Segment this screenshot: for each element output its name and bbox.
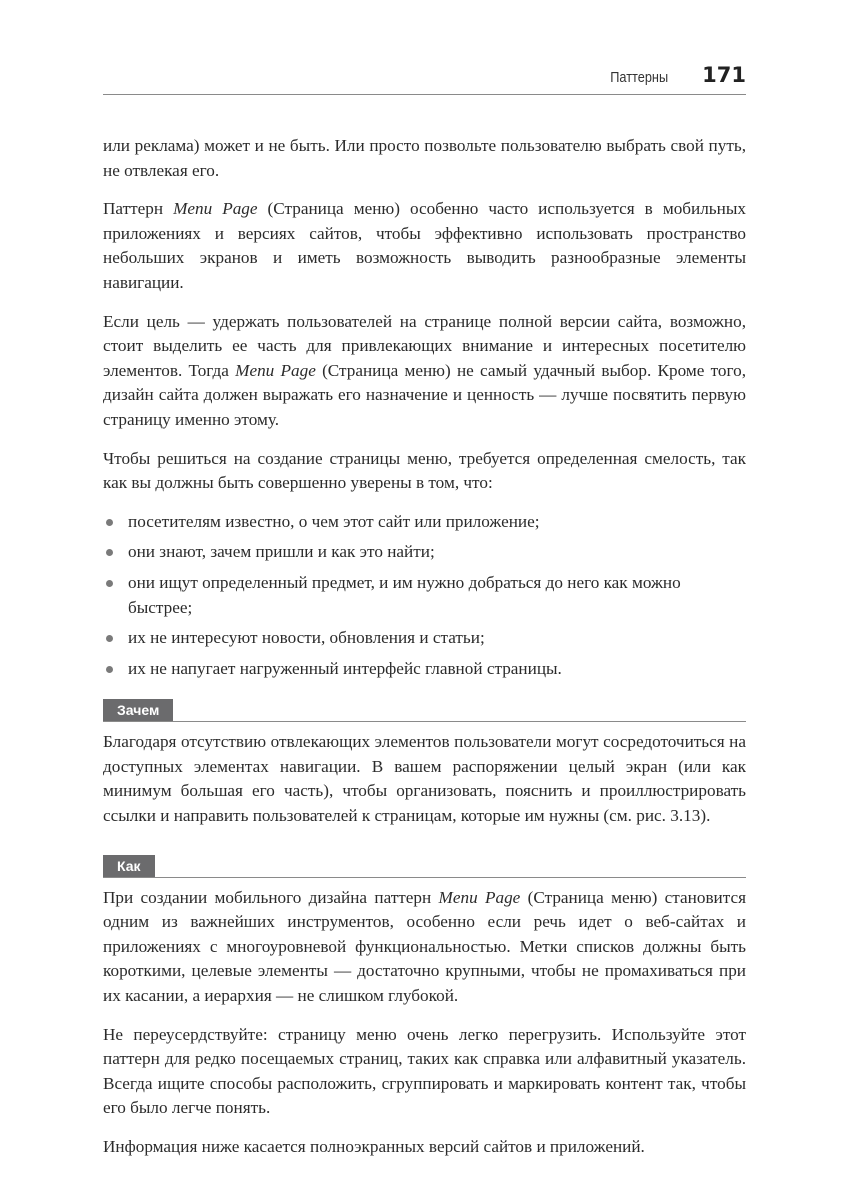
pattern-name-italic: Menu Page xyxy=(173,199,258,219)
list-item: они ищут определенный предмет, и им нужно добраться до него как можно быстрее; xyxy=(103,571,746,620)
bullet-icon xyxy=(106,635,113,642)
section-heading-how xyxy=(103,855,746,878)
paragraph-how-2: Не переусердствуйте: страницу меню очень легко перегрузить. Используйте этот паттерн для редко посещаемых страниц, таких как справка или алфавитный указатель. Всегда ищите способы расположить, сгруппировать и маркировать контент так, чтобы его было легче понять. xyxy=(103,1024,746,1118)
list-item: они знают, зачем пришли и как это найти; xyxy=(103,540,746,565)
list-item: их не напугает нагруженный интерфейс главной страницы. xyxy=(103,657,746,682)
pattern-name-italic: Menu Page xyxy=(235,360,316,380)
section-label: Как xyxy=(103,855,155,877)
paragraph-3: Если цель — удержать пользователей на странице полной версии сайта, возможно, стоит выделить ее часть для привлекающих внимание и интересных посетителю элементов. Тогда Menu Page (Страница меню) не самый удачный выбор. Кроме того, дизайн сайта должен выражать его назначение и ценность — лучше посвятить первую страницу именно этому. xyxy=(103,311,746,429)
paragraph-4: Чтобы решиться на создание страницы меню, требуется определенная смелость, так как вы должны быть совершенно уверены в том, что: xyxy=(103,448,746,493)
paragraph-why: Благодаря отсутствию отвлекающих элементов пользователи могут сосредоточиться на доступных элементах навигации. В вашем распоряжении целый экран (или как минимум большая его часть), чтобы организовать, пояснить и проиллюстрировать ссылки и направить пользователей к страницам, которые им нужны (см. рис. 3.13). xyxy=(103,732,746,826)
bullet-icon xyxy=(106,519,113,526)
list-item: посетителям известно, о чем этот сайт или приложение; xyxy=(103,510,746,535)
section-label: Зачем xyxy=(103,699,173,721)
pattern-name-italic: Menu Page xyxy=(438,887,521,907)
paragraph-1: или реклама) может и не быть. Или просто позвольте пользователю выбрать свой путь, не отвлекая его. xyxy=(103,136,746,180)
bullet-icon xyxy=(106,666,113,673)
running-header-section-title: Паттерны xyxy=(610,69,668,86)
bullet-list xyxy=(103,510,746,682)
paragraph-how-3: Информация ниже касается полноэкранных версий сайтов и приложений. xyxy=(103,1137,645,1156)
running-header xyxy=(103,62,746,95)
list-item: их не интересуют новости, обновления и статьи; xyxy=(103,626,746,651)
paragraph-how-1: При создании мобильного дизайна паттерн Menu Page (Страница меню) становится одним из важнейших инструментов, особенно если речь идет о веб-сайтах и приложениях с многоуровневой функциональностью. Метки списков должны быть короткими, целевые элементы — достаточно крупными, чтобы не промахиваться при их касании, а иерархия — не слишком глубокой. xyxy=(103,887,747,1006)
paragraph-2: Паттерн Menu Page (Страница меню) особенно часто используется в мобильных приложениях и версиях сайтов, чтобы эффективно использовать пространство небольших экранов и иметь возможность выводить разнообразные элементы навигации. xyxy=(103,199,746,292)
bullet-icon xyxy=(106,549,113,556)
page-number: 171 xyxy=(702,63,746,87)
body-text xyxy=(103,134,746,1174)
bullet-icon xyxy=(106,580,113,587)
section-heading-why xyxy=(103,699,746,722)
